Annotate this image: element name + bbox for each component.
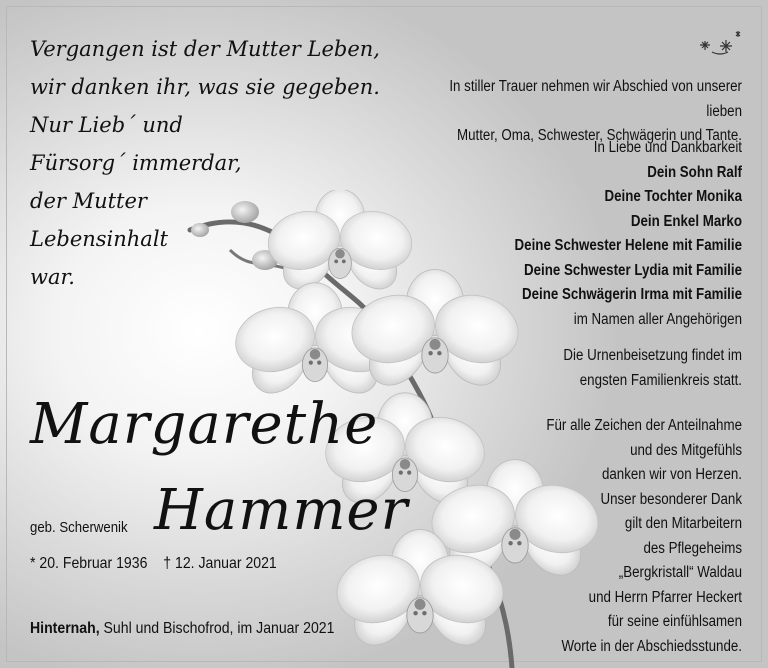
flower-ornament-icon (694, 28, 746, 62)
family-closing: im Namen aller Angehörigen (573, 310, 742, 328)
poem-line: wir danken ihr, was sie gegeben. (30, 75, 380, 99)
poem-line: Fürsorg´ immerdar, (30, 151, 242, 175)
urn-line: Die Urnenbeisetzung findet im (563, 347, 742, 364)
poem (30, 30, 380, 296)
thanks-line: und Herrn Pfarrer Heckert (588, 588, 742, 606)
life-dates (30, 555, 293, 573)
family-member: Dein Sohn Ralf (647, 163, 742, 181)
deceased-first-name: Margarethe (30, 392, 379, 457)
place-rest: Suhl und Bischofrod, im Januar 2021 (99, 620, 335, 637)
family-member: Dein Enkel Marko (630, 212, 742, 230)
thanks-line: für seine einfühlsamen (607, 613, 742, 630)
thanks-line: des Pflegeheims (643, 539, 742, 557)
poem-line: Lebensinhalt (30, 227, 168, 251)
thanks-line: und des Mitgefühls (630, 441, 742, 459)
family-member: Deine Schwester Lydia mit Familie (523, 261, 742, 279)
family-member: Deine Tochter Monika (604, 188, 742, 205)
thanks-text (415, 414, 742, 659)
poem-line: war. (30, 265, 75, 289)
intro-line: Mutter, Oma, Schwester, Schwägerin und Tante. (456, 127, 742, 144)
thanks-line: Für alle Zeichen der Anteilnahme (546, 417, 742, 434)
deceased-last-name: Hammer (154, 478, 409, 543)
poem-line: der Mutter (30, 189, 147, 213)
intro-line: In stiller Trauer nehmen wir Abschied von unserer lieben (449, 78, 742, 120)
death-date: † 12. Januar 2021 (163, 555, 277, 572)
poem-line: Nur Lieb´ und (30, 113, 183, 137)
family-member: Deine Schwägerin Irma mit Familie (521, 286, 742, 303)
birth-name: geb. Scherwenik (30, 519, 128, 536)
urn-line: engsten Familienkreis statt. (579, 371, 742, 389)
place-date-line (30, 620, 334, 638)
thanks-line: Unser besonderer Dank (600, 490, 742, 508)
thanks-line: gilt den Mitarbeitern (624, 515, 742, 532)
place-town: Hinternah, (30, 620, 100, 637)
thanks-line: „Bergkristall“ Waldau (618, 564, 742, 581)
urn-notice (415, 344, 742, 393)
family-list (415, 136, 742, 332)
thanks-line: Worte in der Abschiedsstunde. (561, 637, 742, 655)
poem-line: Vergangen ist der Mutter Leben, (30, 37, 380, 61)
family-heading: In Liebe und Dankbarkeit (593, 139, 742, 156)
thanks-line: danken wir von Herzen. (601, 466, 742, 483)
birth-date: * 20. Februar 1936 (30, 555, 148, 572)
family-member: Deine Schwester Helene mit Familie (514, 237, 742, 254)
